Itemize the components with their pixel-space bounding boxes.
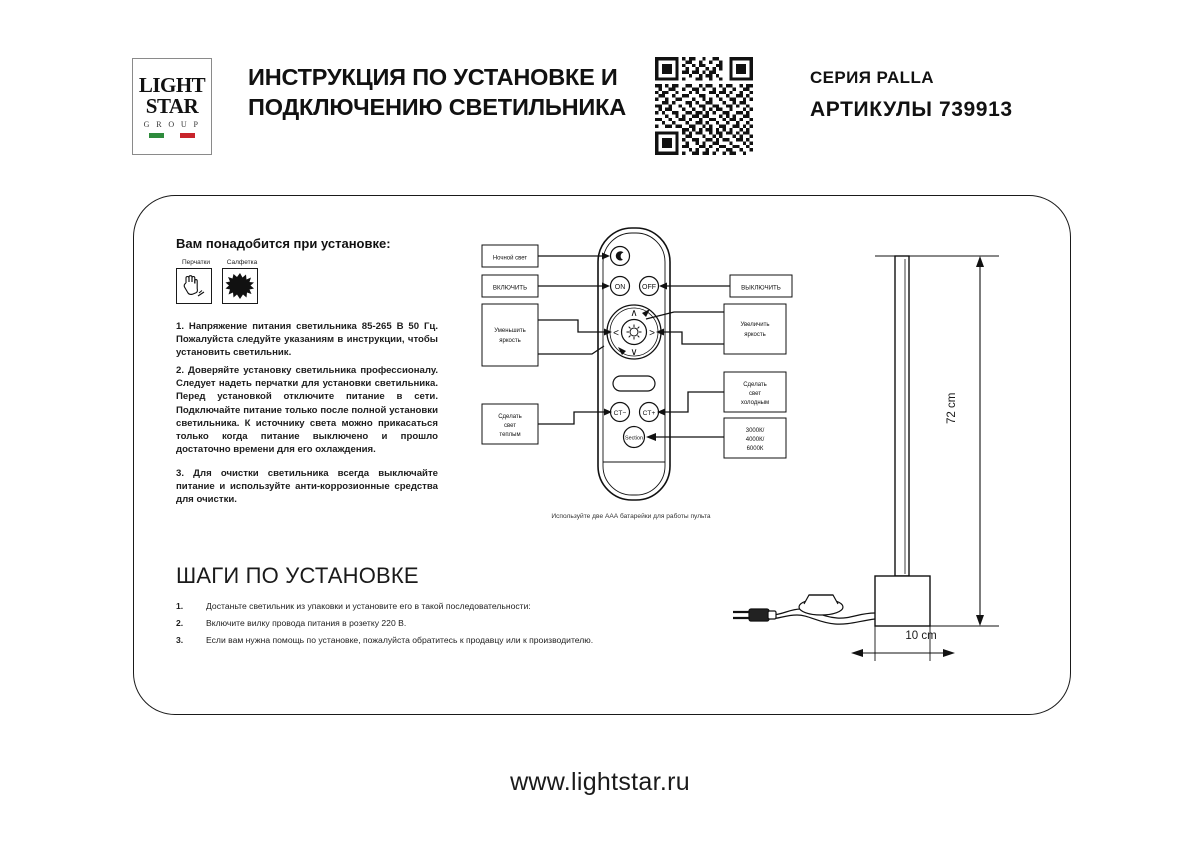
lamp-height-label: 72 cm: [946, 392, 958, 424]
gloves-icon: [176, 268, 212, 304]
svg-text:яркость: яркость: [499, 338, 521, 344]
svg-text:яркость: яркость: [744, 332, 766, 338]
paragraph-2: 2. Доверяйте установку светильника профессионалу. Следует надеть перчатки для установки светильника. Перед установкой отключите питание в сети. Подключайте питание только после полной установки светильника. К источнику света можно прикасаться только когда питание выключено и прошло достаточно времени для его охлаждения.: [176, 365, 438, 456]
remote-body: [598, 228, 670, 500]
italian-flag-icon: [149, 133, 195, 138]
logo-line-group: G R O U P: [143, 120, 201, 129]
remote-button-ct-plus: [640, 403, 659, 422]
page-header: [0, 0, 1200, 175]
power-plug: [733, 609, 776, 621]
inline-switch: [799, 595, 843, 615]
list-item: [176, 598, 696, 615]
callout-dim-down: [482, 304, 538, 366]
wipe-icon: [222, 268, 258, 304]
tool-wipe: [222, 259, 262, 304]
remote-button-on: [611, 277, 630, 296]
dpad-down-icon: ∨: [630, 347, 638, 358]
remote-button-off: [640, 277, 659, 296]
footer-url[interactable]: www.lightstar.ru: [510, 768, 690, 796]
remote-dpad: [607, 305, 661, 359]
brand-logo: [132, 58, 212, 155]
steps-list: [176, 598, 696, 649]
svg-text:4000К/: 4000К/: [745, 437, 765, 443]
lamp-base: [875, 576, 930, 626]
step-text: Включите вилку провода питания в розетку 220 В.: [206, 618, 407, 628]
series-label: СЕРИЯ PALLA: [810, 68, 934, 87]
svg-text:Увеличить: Увеличить: [740, 322, 770, 328]
svg-text:CT−: CT−: [613, 410, 627, 417]
svg-text:3000К/: 3000К/: [745, 428, 765, 434]
callout-night-light: [482, 245, 538, 267]
svg-text:свет: свет: [503, 423, 517, 429]
remote-button-pill: [613, 376, 655, 391]
list-item: [176, 632, 696, 649]
tool-gloves: [176, 259, 216, 304]
tool-wipe-label: Салфетка: [226, 259, 258, 266]
dpad-up-icon: ∧: [630, 308, 638, 319]
svg-text:холодным: холодным: [740, 400, 770, 406]
svg-text:ON: ON: [614, 284, 626, 291]
svg-text:Section: Section: [625, 435, 643, 442]
svg-text:свет: свет: [748, 391, 762, 397]
dpad-right-icon: >: [649, 328, 655, 339]
svg-text:Сделать: Сделать: [498, 414, 522, 420]
remote-battery-note: Используйте две ААА батарейки для работы пульта: [551, 513, 711, 520]
svg-text:Сделать: Сделать: [743, 382, 767, 388]
step-text: Если вам нужна помощь по установке, пожалуйста обратитесь к продавцу или к производителю.: [206, 635, 594, 645]
remote-button-night-light: [611, 247, 630, 266]
logo-line-star: STAR: [145, 94, 199, 118]
callout-warm-light: [482, 404, 538, 444]
remote-button-ct-minus: [611, 403, 630, 422]
dpad-left-icon: <: [613, 328, 619, 339]
svg-text:теплым: теплым: [499, 432, 521, 438]
svg-text:6000К: 6000К: [746, 446, 764, 452]
paragraph-3: 3. Для очистки светильника всегда выключайте питание и используйте анти-коррозионные средства для очистки.: [176, 468, 438, 506]
tool-gloves-label: Перчатки: [181, 259, 211, 266]
svg-text:OFF: OFF: [642, 284, 656, 291]
svg-text:CT+: CT+: [642, 410, 656, 417]
lamp-pole: [895, 256, 909, 576]
product-info: [810, 68, 1140, 122]
svg-text:Уменьшить: Уменьшить: [494, 328, 526, 334]
steps-heading: ШАГИ ПО УСТАНОВКЕ: [176, 563, 419, 588]
callout-power-on: [482, 275, 538, 297]
logo-line-light: LIGHT: [138, 73, 206, 97]
list-item: [176, 615, 696, 632]
step-text: Достаньте светильник из упаковки и установите его в такой последовательности:: [206, 601, 531, 611]
article-number: АРТИКУЛЫ 739913: [810, 98, 1013, 121]
requirements-heading: Вам понадобится при установке:: [176, 236, 391, 251]
remote-button-section: [624, 427, 645, 448]
svg-text:ВКЛЮЧИТЬ: ВКЛЮЧИТЬ: [492, 284, 528, 292]
dimension-height: [875, 256, 999, 626]
paragraph-1: 1. Напряжение питания светильника 85-265 В 50 Гц. Пожалуйста следуйте указаниям в инструкции, чтобы установить светильник.: [176, 321, 438, 359]
instruction-panel: [133, 195, 1071, 715]
lamp-width-label: 10 cm: [905, 630, 937, 642]
svg-text:Ночной свет: Ночной свет: [492, 255, 528, 262]
lamp-dimension-diagram: [709, 241, 1039, 671]
qr-code-icon: [655, 57, 753, 155]
page-title: ИНСТРУКЦИЯ ПО УСТАНОВКЕ И ПОДКЛЮЧЕНИЮ СВЕТИЛЬНИКА: [248, 64, 626, 120]
svg-text:ВЫКЛЮЧИТЬ: ВЫКЛЮЧИТЬ: [741, 284, 781, 292]
step-number: 3.: [176, 635, 184, 645]
step-number: 1.: [176, 601, 184, 611]
step-number: 2.: [176, 618, 184, 628]
